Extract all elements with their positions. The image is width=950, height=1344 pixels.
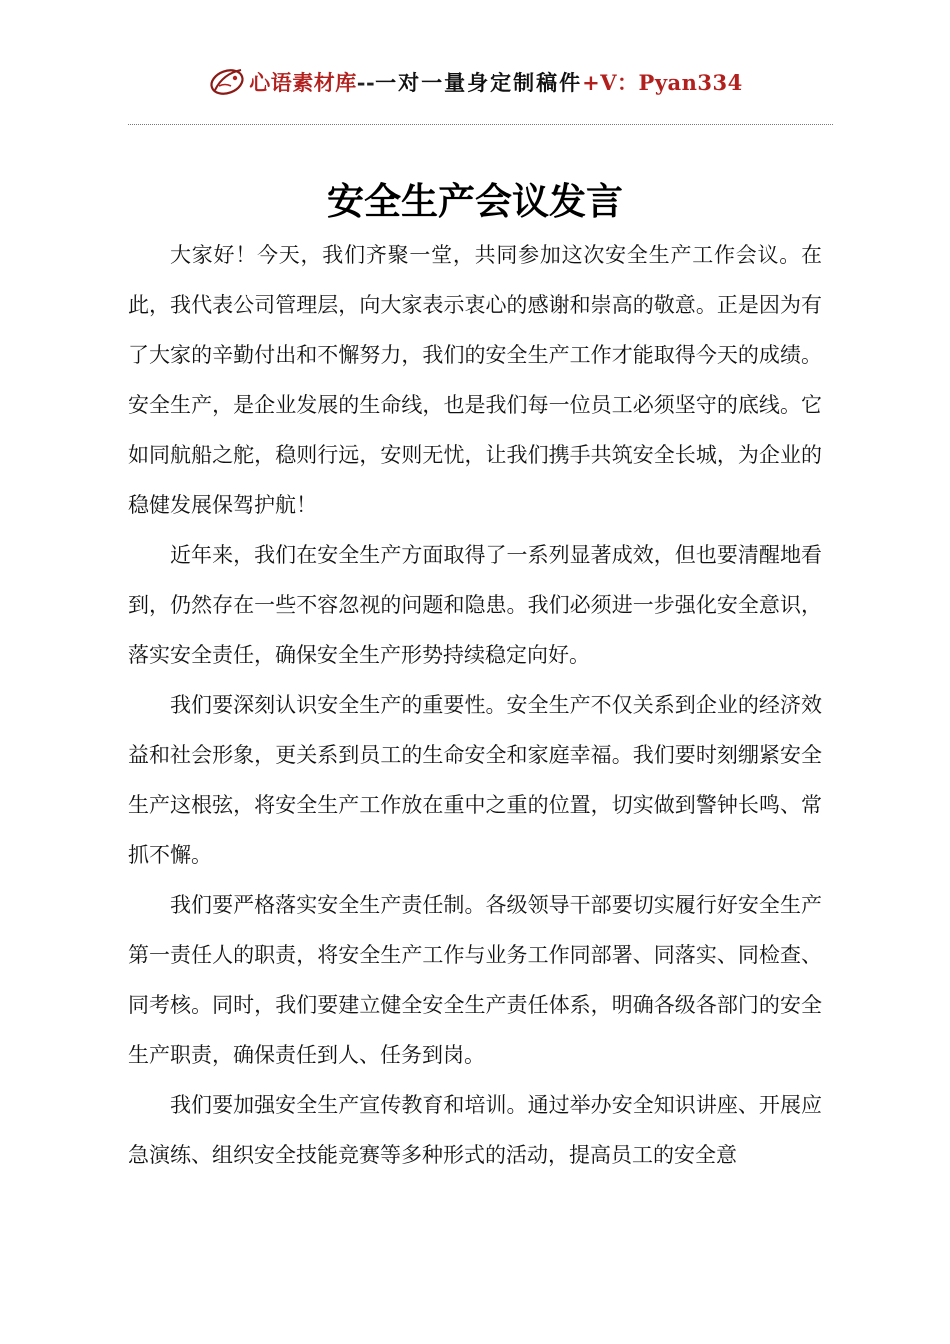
paragraph: 我们要深刻认识安全生产的重要性。安全生产不仅关系到企业的经济效益和社会形象，更关系到员工的生命安全和家庭幸福。我们要时刻绷紧安全生产这根弦，将安全生产工作放在重中之重的位置，切实做到警钟长鸣、常抓不懈。 xyxy=(128,693,822,867)
header-divider xyxy=(128,124,833,125)
header-separator: -- xyxy=(356,70,376,95)
paragraph: 近年来，我们在安全生产方面取得了一系列显著成效，但也要清醒地看到，仍然存在一些不容忽视的问题和隐患。我们必须进一步强化安全意识，落实安全责任，确保安全生产形势持续稳定向好。 xyxy=(128,543,822,667)
document-title: 安全生产会议发言 xyxy=(327,179,623,223)
paragraph: 大家好！今天，我们齐聚一堂，共同参加这次安全生产工作会议。在此，我代表公司管理层，向大家表示衷心的感谢和崇高的敬意。正是因为有了大家的辛勤付出和不懈努力，我们的安全生产工作才能取得今天的成绩。安全生产，是企业发展的生命线，也是我们每一位员工必须坚守的底线。它如同航船之舵，稳则行远，安则无忧，让我们携手共筑安全长城，为企业的稳健发展保驾护航！ xyxy=(128,243,822,517)
header-slogan: 一对一量身定制稿件 xyxy=(375,70,583,95)
brand-name: 心语素材库 xyxy=(249,70,357,95)
leaf-logo-icon xyxy=(207,64,247,100)
paragraph: 我们要加强安全生产宣传教育和培训。通过举办安全知识讲座、开展应急演练、组织安全技能竞赛等多种形式的活动，提高员工的安全意 xyxy=(128,1093,822,1167)
header-line xyxy=(249,67,743,97)
page-header xyxy=(0,62,950,102)
document-body xyxy=(128,230,822,1180)
paragraph: 我们要严格落实安全生产责任制。各级领导干部要切实履行好安全生产第一责任人的职责，将安全生产工作与业务工作同部署、同落实、同检查、同考核。同时，我们要建立健全安全生产责任体系，明确各级各部门的安全生产职责，确保责任到人、任务到岗。 xyxy=(128,893,822,1067)
header-contact: +V：Pyan334 xyxy=(582,70,743,95)
